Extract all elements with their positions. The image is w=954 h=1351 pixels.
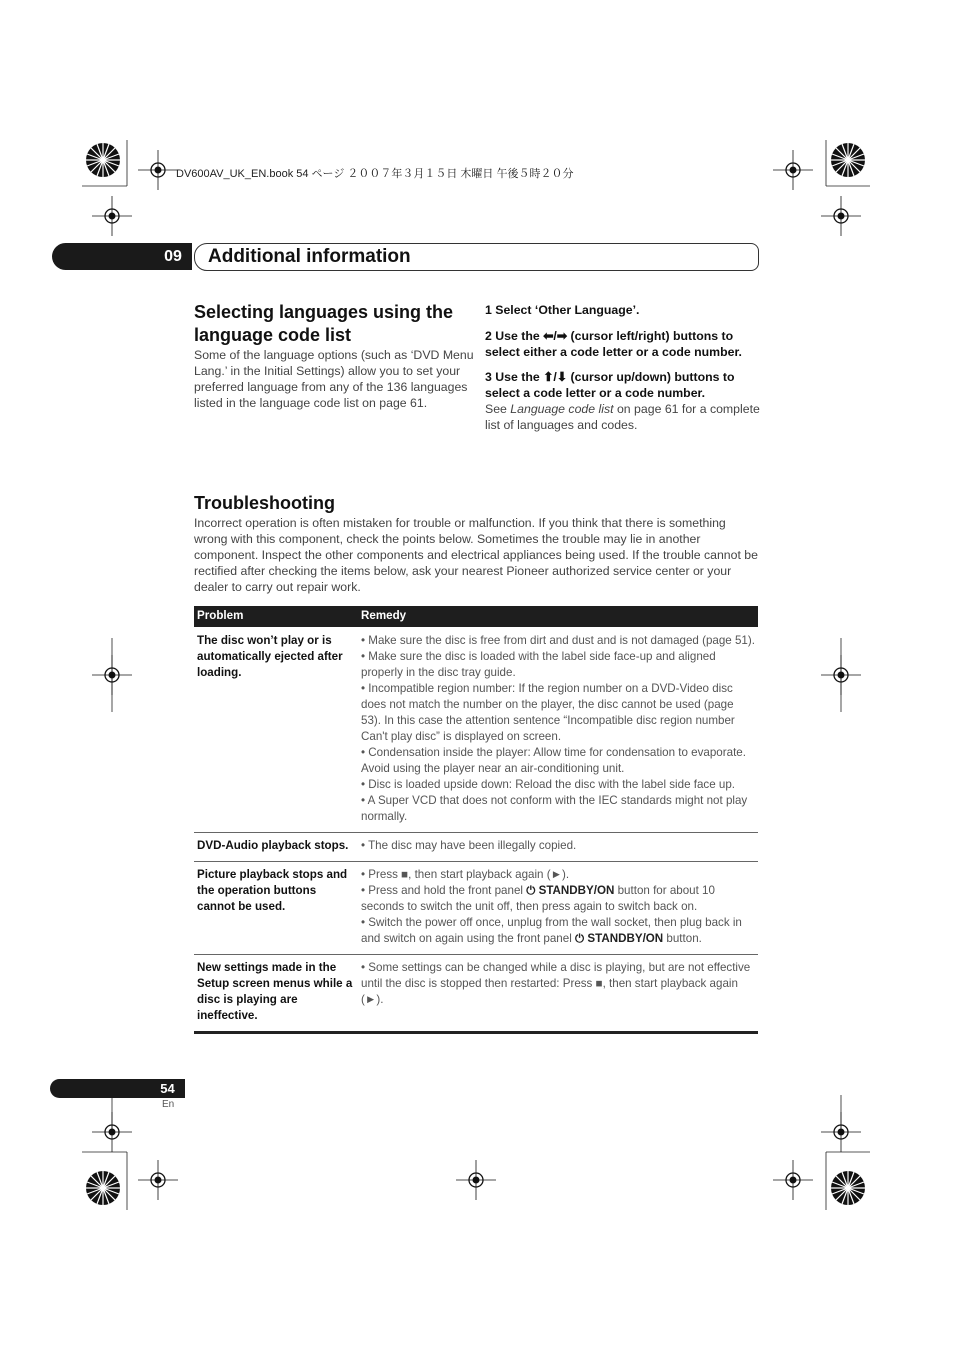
language-code-list-ref: Language code list [510, 402, 614, 416]
remedy-item: • Make sure the disc is loaded with the label side face-up and aligned properly in the disc tray guide. [361, 650, 716, 679]
remedy-cell: • Some settings can be changed while a disc is playing, but are not effective until the disc is stopped then restarted: Press ■, then start playback again (►). [358, 955, 758, 1033]
remedy-item: • Press and hold the front panel ⏻ STANDBY/ON button for about 10 seconds to switch the unit off, then press again to switch back on. [361, 884, 715, 913]
step-1: 1 Select ‘Other Language’. [485, 303, 640, 317]
standby-on-label: ⏻ STANDBY/ON [575, 932, 664, 945]
remedy-item: • A Super VCD that does not conform with the IEC standards might not play normally. [361, 794, 748, 823]
standby-on-label: ⏻ STANDBY/ON [526, 884, 615, 897]
troubleshooting-heading: Troubleshooting [194, 493, 335, 513]
problem-cell: DVD-Audio playback stops. [194, 833, 358, 862]
troubleshooting-table [194, 606, 758, 1034]
table-header-row [194, 606, 758, 627]
table-row [194, 833, 758, 862]
chapter-number: 09 [164, 248, 182, 265]
remedy-item: • Switch the power off once, unplug from the wall socket, then plug back in and switch on again using the front panel ⏻ STANDBY/ON button. [361, 916, 742, 945]
languages-body: Some of the language options (such as ‘DVD Menu Lang.’ in the Initial Settings) allow you to set your preferred language from any of the 136 languages listed in the language code list on page 61. [194, 348, 474, 410]
table-row [194, 627, 758, 833]
language-steps [485, 302, 760, 433]
print-header: DV600AV_UK_EN.book 54 ページ ２００７年３月１５日 木曜日 午後５時２０分 [176, 168, 574, 180]
troubleshooting-section [194, 492, 760, 595]
remedy-item: • Disc is loaded upside down: Reload the disc with the label side face up. [361, 778, 735, 791]
remedy-cell [358, 627, 758, 833]
remedy-item: • Condensation inside the player: Allow time for condensation to evaporate. Avoid using the player near an air-conditioning unit. [361, 746, 746, 775]
languages-section [194, 301, 474, 411]
step-3: 3 Use the ⬆/⬇ (cursor up/down) buttons to select a code letter or a code number. [485, 370, 735, 400]
step-3-note: See Language code list on page 61 for a complete list of languages and codes. [485, 402, 760, 432]
remedy-item: • Press ■, then start playback again (►). [361, 868, 570, 881]
page-number: 54 [160, 1081, 175, 1096]
troubleshooting-table-wrap [194, 606, 758, 1034]
table-row [194, 862, 758, 955]
remedy-cell [358, 862, 758, 955]
col-problem: Problem [194, 606, 358, 627]
remedy-item: • Make sure the disc is free from dirt and dust and is not damaged (page 51). [361, 634, 755, 647]
problem-cell: New settings made in the Setup screen menus while a disc is playing are ineffective. [194, 955, 358, 1033]
page-language: En [162, 1099, 175, 1110]
problem-cell: The disc won’t play or is automatically ejected after loading. [194, 627, 358, 833]
remedy-cell: • The disc may have been illegally copied. [358, 833, 758, 862]
languages-heading: Selecting languages using the language code list [194, 302, 454, 345]
remedy-item: • Incompatible region number: If the region number on a DVD-Video disc does not match the number on the player, the disc cannot be used (page 53). In this case the attention sentence “Incompatible disc region number Can't play disc” is displayed on screen. [361, 682, 735, 743]
col-remedy: Remedy [358, 606, 758, 627]
chapter-title: Additional information [208, 246, 411, 267]
step-2: 2 Use the ⬅/➡ (cursor left/right) buttons to select either a code letter or a code number. [485, 329, 742, 359]
problem-cell: Picture playback stops and the operation buttons cannot be used. [194, 862, 358, 955]
table-row [194, 955, 758, 1033]
troubleshooting-intro: Incorrect operation is often mistaken for trouble or malfunction. If you think that there is something wrong with this component, check the points below. Sometimes the trouble may lie in another component. Inspect the other components and electrical appliances being used. If the trouble cannot be rectified after checking the items below, ask your nearest Pioneer authorized service center or your dealer to carry out repair work. [194, 516, 758, 594]
